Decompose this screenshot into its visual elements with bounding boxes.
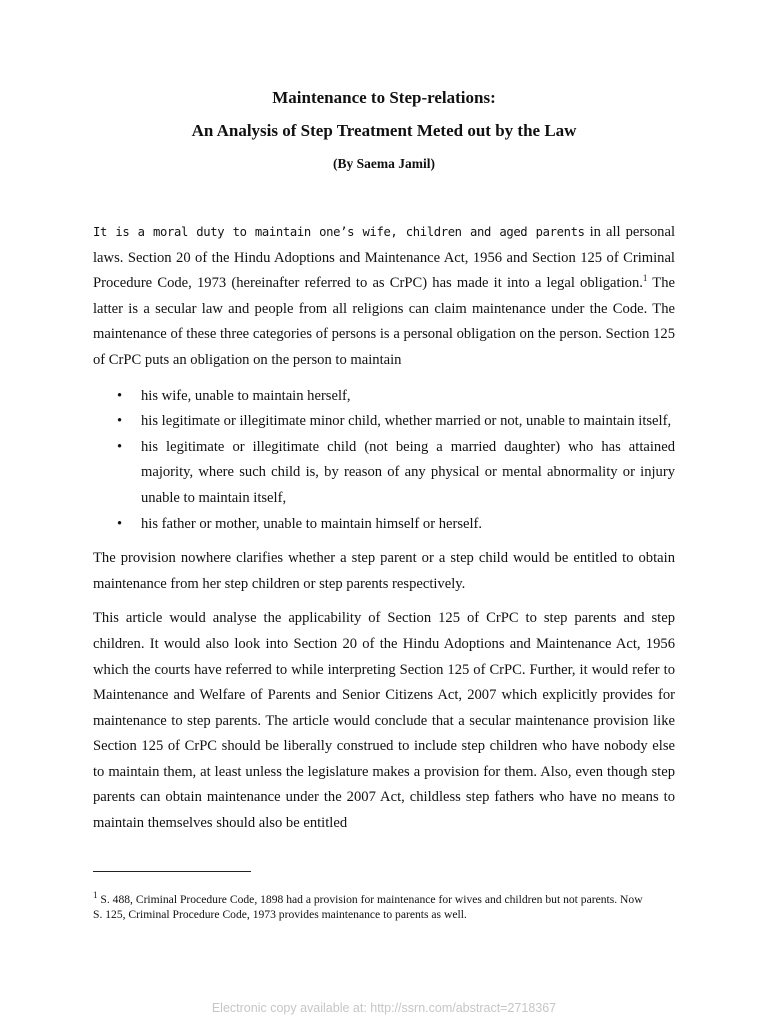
list-item-text: his father or mother, unable to maintain himself or herself. — [141, 515, 483, 532]
bullet-icon: • — [117, 413, 123, 430]
list-item-text: his legitimate or illegitimate child (not being a married daughter) who has attained majority, where such child is, by reason of any physical or mental abnormality or injury unable to maintain itself, — [141, 438, 675, 506]
list-item-text: his legitimate or illegitimate minor child, whether married or not, unable to maintain itself, — [141, 413, 672, 430]
body-text — [93, 220, 675, 837]
intro-text: in all personal laws. Section 20 of the Hindu Adoptions and Maintenance Act, 1956 and Section 125 of Criminal Procedure Code, 1973 (hereinafter referred to as CrPC) has made it into a legal obligation. — [93, 224, 676, 292]
footnote-divider — [93, 871, 251, 872]
footnote-marker: 1 — [93, 890, 98, 901]
bullet-icon: • — [117, 387, 123, 404]
list-item — [117, 435, 675, 512]
title-line-1: Maintenance to Step-relations: — [272, 88, 496, 107]
paragraph-article-scope: This article would analyse the applicability of Section 125 of CrPC to step parents and step children. It would also look into Section 20 of the Hindu Adoptions and Maintenance Act, 1956 which the courts have referred to while interpreting Section 125 of CrPC. Further, it would refer to Maintenance and Welfare of Parents and Senior Citizens Act, 2007 which explicitly provides for maintenance to step parents. The article would conclude that a secular maintenance provision like Section 125 of CrPC should be liberally construed to include step children who have nobody else to maintain them, at least unless the legislature makes a provision for them. Also, even though step parents can obtain maintenance under the 2007 Act, childless step fathers who have no means to maintain themselves should also be entitled — [93, 610, 675, 832]
footnote-body: S. 488, Criminal Procedure Code, 1898 had a provision for maintenance for wives and children but not parents. Now S. 125, Criminal Procedure Code, 1973 provides maintenance to parents as well. — [93, 893, 643, 921]
intro-lead-text: It is a moral duty to maintain one’s wife, children and aged parents — [93, 225, 585, 239]
footnote-reference[interactable]: 1 — [642, 273, 648, 284]
footnote — [93, 890, 653, 922]
list-item — [117, 384, 675, 410]
bullet-icon: • — [117, 515, 123, 532]
list-item — [117, 409, 675, 435]
obligation-list — [93, 384, 675, 538]
author-byline: (By Saema Jamil) — [333, 156, 435, 171]
intro-paragraph — [93, 220, 675, 374]
list-item — [117, 512, 675, 538]
intro-text-continued: The latter is a secular law and people from all religions can claim maintenance under the Code. The maintenance of these three categories of persons is a personal obligation on the person. Section 125 of CrPC puts an obligation on the person to maintain — [93, 275, 675, 368]
ssrn-watermark[interactable]: Electronic copy available at: http://ssrn.com/abstract=2718367 — [211, 1001, 557, 1015]
list-item-text: his wife, unable to maintain herself, — [141, 387, 351, 404]
paragraph-step-relations: The provision nowhere clarifies whether a step parent or a step child would be entitled to obtain maintenance from her step children or step parents respectively. — [93, 550, 675, 592]
title-block — [0, 86, 768, 173]
footnote-text — [93, 890, 653, 922]
title-line-2: An Analysis of Step Treatment Meted out by the Law — [191, 121, 577, 140]
bullet-icon: • — [117, 438, 123, 455]
